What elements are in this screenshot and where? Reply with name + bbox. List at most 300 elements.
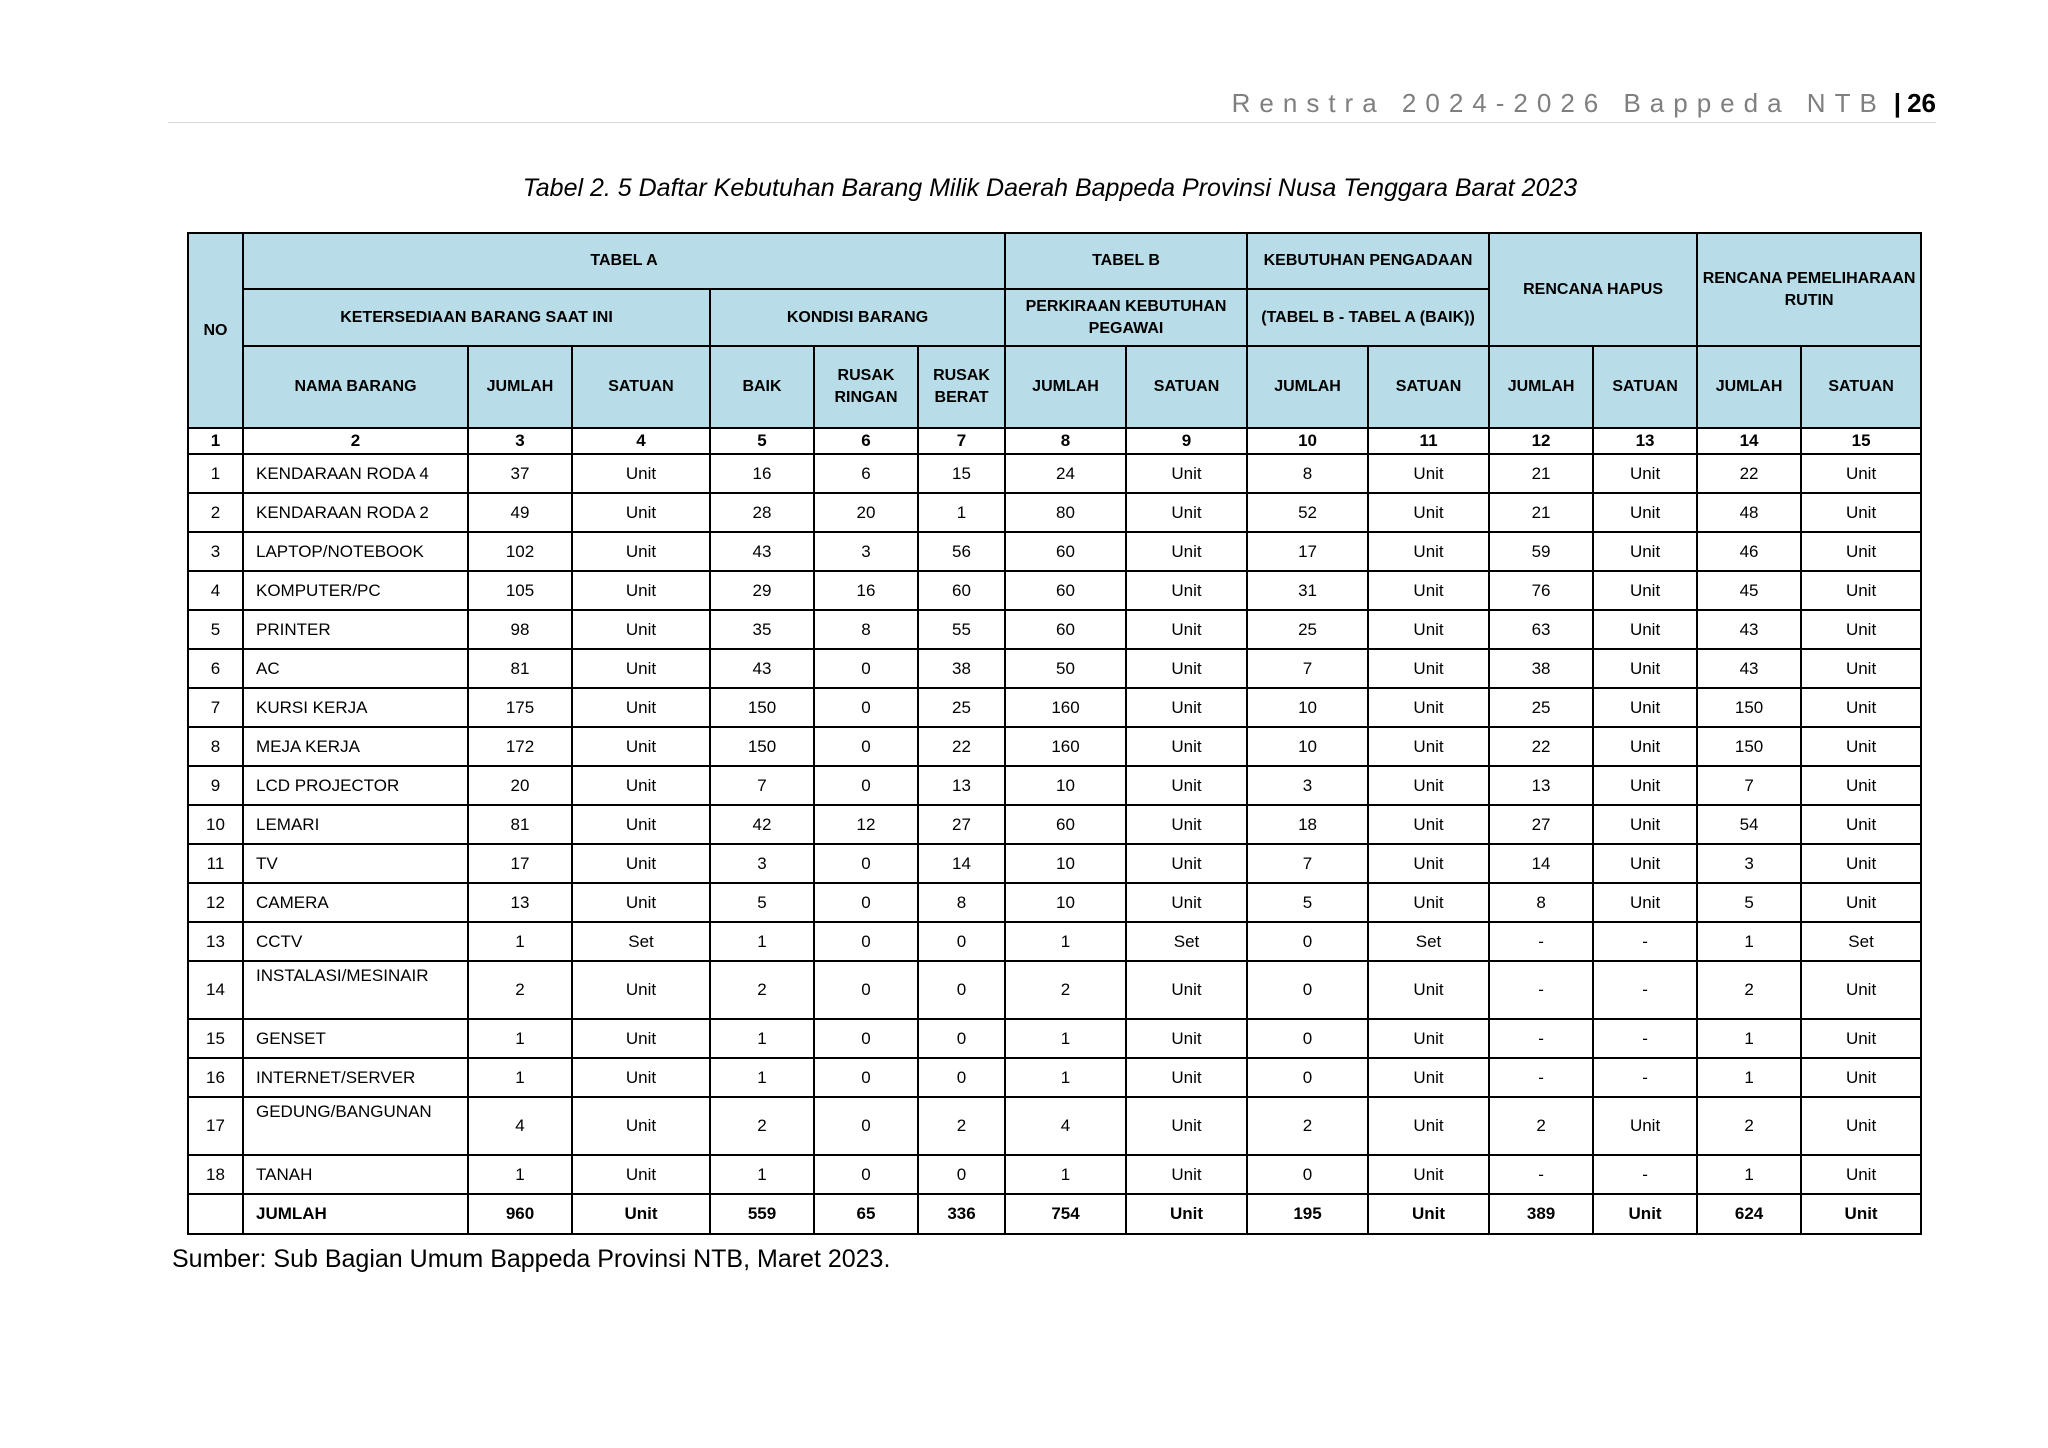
- table-cell: Unit: [572, 766, 710, 805]
- table-cell: 63: [1489, 610, 1593, 649]
- table-row: [188, 961, 1921, 1019]
- table-cell: Unit: [572, 1019, 710, 1058]
- table-cell: Unit: [1368, 493, 1489, 532]
- header-kondisi: KONDISI BARANG: [710, 289, 1005, 346]
- column-header: NAMA BARANG: [243, 346, 468, 428]
- table-cell: 17: [1247, 532, 1368, 571]
- table-cell: 12: [814, 805, 918, 844]
- table-cell: 76: [1489, 571, 1593, 610]
- table-cell: Unit: [1593, 727, 1697, 766]
- item-name-cell: MEJA KERJA: [243, 727, 468, 766]
- column-number-row: [188, 428, 1921, 454]
- table-cell: 43: [710, 649, 814, 688]
- table-row: [188, 727, 1921, 766]
- header-title: Renstra 2024-2026 Bappeda NTB: [1231, 88, 1886, 118]
- table-cell: Unit: [1126, 454, 1247, 493]
- table-cell: 37: [468, 454, 572, 493]
- table-cell: Unit: [1126, 1097, 1247, 1155]
- table-cell: 160: [1005, 727, 1126, 766]
- table-cell: 17: [468, 844, 572, 883]
- table-cell: 1: [1697, 1019, 1801, 1058]
- table-cell: 15: [188, 1019, 243, 1058]
- table-cell: 150: [1697, 688, 1801, 727]
- header-rencana-pemeliharaan: RENCANA PEMELIHARAAN RUTIN: [1697, 233, 1921, 346]
- table-row: [188, 1058, 1921, 1097]
- table-cell: Unit: [1593, 649, 1697, 688]
- table-cell: Unit: [1801, 727, 1921, 766]
- table-cell: 13: [1489, 766, 1593, 805]
- table-cell: 2: [710, 961, 814, 1019]
- header-perkiraan: PERKIRAAN KEBUTUHAN PEGAWAI: [1005, 289, 1247, 346]
- total-cell: JUMLAH: [243, 1194, 468, 1234]
- table-cell: 0: [1247, 1058, 1368, 1097]
- table-cell: 0: [814, 844, 918, 883]
- column-number: 4: [572, 428, 710, 454]
- table-cell: 27: [1489, 805, 1593, 844]
- table-row: [188, 1097, 1921, 1155]
- table-cell: 0: [814, 649, 918, 688]
- table-cell: 0: [814, 1058, 918, 1097]
- column-header: JUMLAH: [1489, 346, 1593, 428]
- header-tabel-b: TABEL B: [1005, 233, 1247, 289]
- table-cell: 1: [468, 922, 572, 961]
- table-cell: Unit: [572, 805, 710, 844]
- header-rencana-hapus: RENCANA HAPUS: [1489, 233, 1697, 346]
- column-header: JUMLAH: [1247, 346, 1368, 428]
- header-tabel-a: TABEL A: [243, 233, 1005, 289]
- table-cell: 7: [710, 766, 814, 805]
- item-name-cell: INSTALASI/MESINAIR: [243, 961, 468, 1019]
- table-row: [188, 532, 1921, 571]
- item-name-cell: AC: [243, 649, 468, 688]
- table-cell: 10: [1005, 883, 1126, 922]
- table-cell: Unit: [572, 532, 710, 571]
- table-cell: Unit: [1368, 649, 1489, 688]
- table-cell: Unit: [1368, 727, 1489, 766]
- table-cell: 18: [1247, 805, 1368, 844]
- column-header: SATUAN: [572, 346, 710, 428]
- item-name-cell: INTERNET/SERVER: [243, 1058, 468, 1097]
- table-cell: -: [1489, 922, 1593, 961]
- table-cell: Unit: [1801, 454, 1921, 493]
- table-cell: Unit: [1126, 883, 1247, 922]
- table-cell: Unit: [1126, 688, 1247, 727]
- table-cell: 80: [1005, 493, 1126, 532]
- table-cell: 0: [814, 1019, 918, 1058]
- total-cell: 65: [814, 1194, 918, 1234]
- table-cell: Unit: [1368, 610, 1489, 649]
- total-cell: Unit: [572, 1194, 710, 1234]
- table-cell: 3: [188, 532, 243, 571]
- table-cell: 2: [1247, 1097, 1368, 1155]
- table-row: [188, 493, 1921, 532]
- table-cell: 18: [188, 1155, 243, 1194]
- table-cell: Set: [1126, 922, 1247, 961]
- table-cell: Unit: [1126, 493, 1247, 532]
- column-number: 14: [1697, 428, 1801, 454]
- table-cell: Unit: [1801, 1019, 1921, 1058]
- table-cell: 105: [468, 571, 572, 610]
- table-cell: 50: [1005, 649, 1126, 688]
- table-cell: 1: [1005, 1155, 1126, 1194]
- table-row: [188, 766, 1921, 805]
- header-separator: |: [1893, 88, 1902, 118]
- total-cell: 754: [1005, 1194, 1126, 1234]
- table-cell: 6: [188, 649, 243, 688]
- table-cell: Unit: [1801, 1058, 1921, 1097]
- table-cell: 1: [710, 1019, 814, 1058]
- table-cell: 14: [188, 961, 243, 1019]
- table-cell: Unit: [572, 610, 710, 649]
- total-cell: [188, 1194, 243, 1234]
- table-cell: Unit: [1801, 610, 1921, 649]
- table-cell: 1: [188, 454, 243, 493]
- table-cell: 5: [188, 610, 243, 649]
- table-cell: 21: [1489, 454, 1593, 493]
- table-cell: Unit: [1368, 688, 1489, 727]
- table-cell: Unit: [1368, 571, 1489, 610]
- table-cell: 0: [1247, 1155, 1368, 1194]
- table-cell: Unit: [572, 1058, 710, 1097]
- table-cell: -: [1593, 961, 1697, 1019]
- item-name-cell: CAMERA: [243, 883, 468, 922]
- item-name-cell: KURSI KERJA: [243, 688, 468, 727]
- column-number: 15: [1801, 428, 1921, 454]
- table-cell: Unit: [1593, 1097, 1697, 1155]
- table-cell: Unit: [1593, 805, 1697, 844]
- table-cell: 0: [814, 688, 918, 727]
- table-cell: Unit: [1368, 844, 1489, 883]
- table-cell: 8: [1489, 883, 1593, 922]
- table-cell: 9: [188, 766, 243, 805]
- table-cell: Unit: [1126, 532, 1247, 571]
- table-cell: 22: [918, 727, 1005, 766]
- table-cell: 16: [814, 571, 918, 610]
- table-row: [188, 1019, 1921, 1058]
- total-cell: 559: [710, 1194, 814, 1234]
- item-name-cell: LAPTOP/NOTEBOOK: [243, 532, 468, 571]
- table-cell: -: [1593, 1019, 1697, 1058]
- table-cell: Unit: [1801, 1097, 1921, 1155]
- table-cell: 0: [918, 1058, 1005, 1097]
- table-cell: 20: [468, 766, 572, 805]
- table-cell: 2: [1697, 1097, 1801, 1155]
- table-cell: Unit: [1368, 1097, 1489, 1155]
- column-number: 11: [1368, 428, 1489, 454]
- table-cell: 38: [918, 649, 1005, 688]
- table-cell: 43: [1697, 649, 1801, 688]
- table-cell: 10: [1005, 844, 1126, 883]
- table-cell: 150: [1697, 727, 1801, 766]
- table-cell: 43: [1697, 610, 1801, 649]
- table-row: [188, 922, 1921, 961]
- item-name-cell: LCD PROJECTOR: [243, 766, 468, 805]
- table-cell: Unit: [1801, 883, 1921, 922]
- table-cell: 2: [1005, 961, 1126, 1019]
- table-cell: 98: [468, 610, 572, 649]
- column-header: RUSAK BERAT: [918, 346, 1005, 428]
- table-cell: 55: [918, 610, 1005, 649]
- item-name-cell: PRINTER: [243, 610, 468, 649]
- table-cell: 8: [1247, 454, 1368, 493]
- table-cell: 3: [710, 844, 814, 883]
- table-cell: 35: [710, 610, 814, 649]
- column-number: 6: [814, 428, 918, 454]
- table-cell: Unit: [572, 571, 710, 610]
- table-cell: Unit: [1801, 1155, 1921, 1194]
- table-cell: 60: [1005, 805, 1126, 844]
- table-cell: 2: [918, 1097, 1005, 1155]
- table-cell: Unit: [1801, 571, 1921, 610]
- column-header: SATUAN: [1368, 346, 1489, 428]
- total-cell: Unit: [1126, 1194, 1247, 1234]
- table-cell: 15: [918, 454, 1005, 493]
- table-cell: Unit: [1126, 649, 1247, 688]
- table-cell: Unit: [1368, 532, 1489, 571]
- header-no: NO: [188, 233, 243, 428]
- column-header: SATUAN: [1126, 346, 1247, 428]
- table-cell: 0: [814, 883, 918, 922]
- table-cell: Set: [572, 922, 710, 961]
- total-cell: 195: [1247, 1194, 1368, 1234]
- table-cell: 0: [918, 1019, 1005, 1058]
- header-ketersediaan: KETERSEDIAAN BARANG SAAT INI: [243, 289, 710, 346]
- table-cell: 14: [918, 844, 1005, 883]
- column-header: SATUAN: [1801, 346, 1921, 428]
- total-cell: Unit: [1593, 1194, 1697, 1234]
- table-cell: Unit: [1801, 688, 1921, 727]
- table-cell: 16: [710, 454, 814, 493]
- table-cell: 102: [468, 532, 572, 571]
- table-cell: 59: [1489, 532, 1593, 571]
- inventory-table: [187, 232, 1922, 1235]
- table-cell: Unit: [1368, 961, 1489, 1019]
- table-cell: Unit: [1593, 766, 1697, 805]
- table-cell: 25: [1489, 688, 1593, 727]
- table-cell: 0: [1247, 922, 1368, 961]
- table-cell: 1: [1005, 922, 1126, 961]
- table-cell: 8: [814, 610, 918, 649]
- table-cell: 1: [1697, 1155, 1801, 1194]
- table-cell: 49: [468, 493, 572, 532]
- column-number: 7: [918, 428, 1005, 454]
- table-cell: 56: [918, 532, 1005, 571]
- table-cell: Set: [1801, 922, 1921, 961]
- table-cell: 6: [814, 454, 918, 493]
- table-cell: 22: [1697, 454, 1801, 493]
- table-cell: 48: [1697, 493, 1801, 532]
- table-row: [188, 610, 1921, 649]
- table-cell: 38: [1489, 649, 1593, 688]
- table-cell: 81: [468, 649, 572, 688]
- column-number: 10: [1247, 428, 1368, 454]
- table-cell: 10: [1247, 727, 1368, 766]
- table-cell: 7: [1247, 844, 1368, 883]
- table-cell: Unit: [572, 883, 710, 922]
- table-cell: 0: [918, 961, 1005, 1019]
- table-cell: 2: [188, 493, 243, 532]
- table-cell: 21: [1489, 493, 1593, 532]
- table-cell: -: [1593, 1058, 1697, 1097]
- table-cell: 2: [1697, 961, 1801, 1019]
- table-cell: 8: [918, 883, 1005, 922]
- table-cell: 3: [814, 532, 918, 571]
- table-cell: Unit: [1801, 805, 1921, 844]
- table-cell: 0: [814, 766, 918, 805]
- table-cell: Unit: [1126, 805, 1247, 844]
- table-cell: Unit: [1801, 766, 1921, 805]
- total-cell: Unit: [1801, 1194, 1921, 1234]
- table-cell: 3: [1247, 766, 1368, 805]
- table-cell: 3: [1697, 844, 1801, 883]
- table-row: [188, 883, 1921, 922]
- table-cell: 2: [468, 961, 572, 1019]
- table-cell: Unit: [1801, 532, 1921, 571]
- table-cell: 0: [814, 922, 918, 961]
- table-cell: 4: [1005, 1097, 1126, 1155]
- table-cell: 1: [468, 1058, 572, 1097]
- column-header: JUMLAH: [1005, 346, 1126, 428]
- table-cell: 13: [468, 883, 572, 922]
- table-cell: 14: [1489, 844, 1593, 883]
- table-cell: 1: [710, 922, 814, 961]
- total-row: [188, 1194, 1921, 1234]
- page-number: 26: [1907, 88, 1936, 118]
- table-cell: 150: [710, 688, 814, 727]
- column-number: 9: [1126, 428, 1247, 454]
- total-cell: 336: [918, 1194, 1005, 1234]
- table-cell: 60: [1005, 532, 1126, 571]
- table-cell: -: [1489, 961, 1593, 1019]
- table-cell: 0: [918, 1155, 1005, 1194]
- table-cell: Unit: [1368, 1019, 1489, 1058]
- table-cell: 1: [1005, 1058, 1126, 1097]
- table-cell: Unit: [1801, 493, 1921, 532]
- item-name-cell: CCTV: [243, 922, 468, 961]
- table-cell: 11: [188, 844, 243, 883]
- table-cell: Unit: [572, 844, 710, 883]
- item-name-cell: GEDUNG/BANGUNAN: [243, 1097, 468, 1155]
- table-cell: 0: [918, 922, 1005, 961]
- table-cell: 7: [188, 688, 243, 727]
- total-cell: 624: [1697, 1194, 1801, 1234]
- table-row: [188, 844, 1921, 883]
- table-cell: 7: [1697, 766, 1801, 805]
- table-cell: 0: [1247, 1019, 1368, 1058]
- table-cell: 17: [188, 1097, 243, 1155]
- table-cell: 4: [188, 571, 243, 610]
- table-cell: 1: [918, 493, 1005, 532]
- table-cell: 1: [1697, 1058, 1801, 1097]
- header-kebutuhan-formula: (TABEL B - TABEL A (BAIK)): [1247, 289, 1489, 346]
- table-row: [188, 688, 1921, 727]
- header-kebutuhan-pengadaan: KEBUTUHAN PENGADAAN: [1247, 233, 1489, 289]
- table-cell: 46: [1697, 532, 1801, 571]
- table-cell: 81: [468, 805, 572, 844]
- table-cell: Unit: [1593, 532, 1697, 571]
- table-cell: Unit: [572, 688, 710, 727]
- table-cell: -: [1593, 922, 1697, 961]
- table-cell: Unit: [572, 493, 710, 532]
- table-row: [188, 1155, 1921, 1194]
- table-cell: 4: [468, 1097, 572, 1155]
- table-cell: Unit: [572, 961, 710, 1019]
- source-note: Sumber: Sub Bagian Umum Bappeda Provinsi NTB, Maret 2023.: [172, 1245, 891, 1273]
- table-cell: Unit: [572, 649, 710, 688]
- table-cell: Unit: [572, 1155, 710, 1194]
- table-cell: Unit: [1593, 883, 1697, 922]
- table-cell: 13: [918, 766, 1005, 805]
- item-name-cell: KOMPUTER/PC: [243, 571, 468, 610]
- table-cell: Unit: [1368, 766, 1489, 805]
- table-cell: 42: [710, 805, 814, 844]
- table-cell: 175: [468, 688, 572, 727]
- table-cell: Unit: [1126, 961, 1247, 1019]
- table-cell: 10: [188, 805, 243, 844]
- table-cell: 1: [1697, 922, 1801, 961]
- table-cell: 8: [188, 727, 243, 766]
- total-cell: 389: [1489, 1194, 1593, 1234]
- table-cell: Unit: [1368, 454, 1489, 493]
- table-cell: 16: [188, 1058, 243, 1097]
- table-cell: Unit: [1126, 844, 1247, 883]
- table-cell: Unit: [572, 1097, 710, 1155]
- table-cell: Unit: [1126, 610, 1247, 649]
- table-cell: 0: [814, 961, 918, 1019]
- column-number: 1: [188, 428, 243, 454]
- table-cell: 10: [1247, 688, 1368, 727]
- column-number: 5: [710, 428, 814, 454]
- item-name-cell: KENDARAAN RODA 2: [243, 493, 468, 532]
- table-cell: -: [1489, 1155, 1593, 1194]
- total-cell: Unit: [1368, 1194, 1489, 1234]
- item-name-cell: GENSET: [243, 1019, 468, 1058]
- table-cell: Unit: [1593, 844, 1697, 883]
- table-caption: Tabel 2. 5 Daftar Kebutuhan Barang Milik Daerah Bappeda Provinsi Nusa Tenggara Barat 2023: [522, 174, 1578, 202]
- table-cell: 31: [1247, 571, 1368, 610]
- table-cell: 28: [710, 493, 814, 532]
- table-cell: Unit: [1801, 961, 1921, 1019]
- column-number: 12: [1489, 428, 1593, 454]
- table-cell: Unit: [572, 727, 710, 766]
- table-cell: 52: [1247, 493, 1368, 532]
- table-cell: 172: [468, 727, 572, 766]
- item-name-cell: TV: [243, 844, 468, 883]
- table-cell: 0: [814, 727, 918, 766]
- table-cell: 27: [918, 805, 1005, 844]
- table-cell: Unit: [572, 454, 710, 493]
- table-cell: 0: [814, 1155, 918, 1194]
- table-cell: 29: [710, 571, 814, 610]
- table-cell: Unit: [1593, 454, 1697, 493]
- page-header: [168, 88, 1936, 123]
- table-cell: 13: [188, 922, 243, 961]
- table-cell: Unit: [1126, 766, 1247, 805]
- table-cell: Unit: [1126, 1019, 1247, 1058]
- column-header: BAIK: [710, 346, 814, 428]
- table-cell: -: [1489, 1019, 1593, 1058]
- table-cell: 1: [710, 1058, 814, 1097]
- table-cell: 1: [1005, 1019, 1126, 1058]
- column-header: JUMLAH: [468, 346, 572, 428]
- table-row: [188, 571, 1921, 610]
- table-cell: 12: [188, 883, 243, 922]
- column-number: 8: [1005, 428, 1126, 454]
- table-cell: 150: [710, 727, 814, 766]
- table-cell: Unit: [1368, 805, 1489, 844]
- table-cell: Unit: [1368, 1058, 1489, 1097]
- table-cell: 25: [918, 688, 1005, 727]
